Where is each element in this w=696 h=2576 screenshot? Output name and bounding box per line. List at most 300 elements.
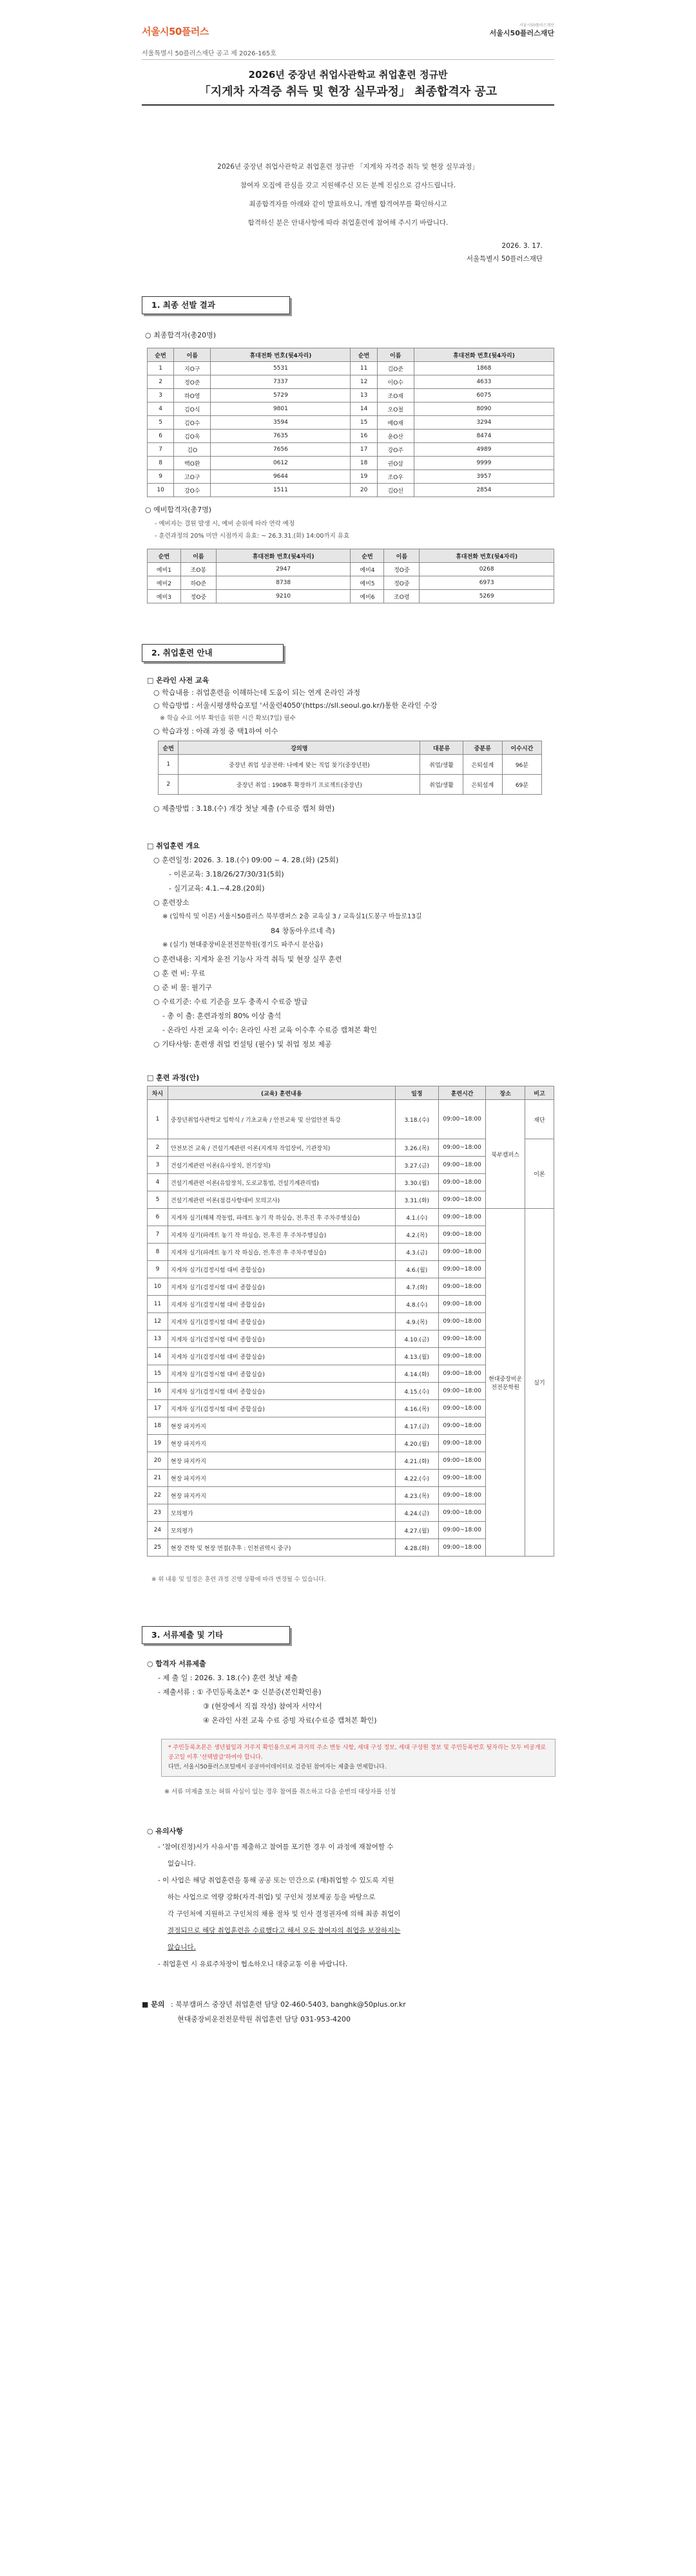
table-header: 이름: [180, 549, 216, 563]
table-cell: 조O봉: [180, 563, 216, 576]
table-header: 순번: [351, 348, 377, 362]
overview-line: ○ 기타사항: 훈련생 취업 컨설팅 (필수) 및 취업 정보 제공: [153, 1040, 332, 1048]
contact-label: ■ 문의: [142, 2000, 165, 2009]
table-cell: 16: [351, 430, 377, 443]
table-cell: 25: [148, 1539, 168, 1557]
table-cell: 중장년취업사관학교 입학식 / 기초교육 / 안전교육 및 산업안전 특강: [168, 1100, 395, 1139]
table-cell: 현장 파지카지: [168, 1417, 395, 1435]
table-cell: 지O구: [174, 362, 211, 375]
table-cell: 3.27.(금): [395, 1157, 438, 1174]
table-cell: 1511: [211, 484, 351, 497]
table-cell: 09:00~18:00: [438, 1522, 486, 1539]
table-cell: 5531: [211, 362, 351, 375]
table-cell: 지게차 실기(검정시험 대비 종합실습): [168, 1348, 395, 1365]
table-cell: 4: [148, 402, 174, 416]
table-cell: 2: [148, 1139, 168, 1157]
table-cell: 1: [148, 362, 174, 375]
issuer: 서울특별시 50플러스재단: [466, 255, 543, 263]
table-header: 대분류: [420, 741, 463, 755]
table-cell: 2: [148, 375, 174, 389]
online-submit-line: ○ 제출방법 : 3.18.(수) 개강 첫날 제출 (수료증 캡처 화면): [153, 804, 335, 813]
table-cell: 김O준: [377, 362, 414, 375]
table-row: [148, 416, 554, 430]
table-cell: 09:00~18:00: [438, 1261, 486, 1278]
table-cell: 09:00~18:00: [438, 1191, 486, 1209]
table-cell: 지게차 실기(검정시험 대비 종합실습): [168, 1296, 395, 1313]
table-cell: 09:00~18:00: [438, 1400, 486, 1417]
reserve-label: ○ 예비합격자(총7명): [145, 506, 212, 514]
table-header: 휴대전화 번호(뒷4자리): [414, 348, 554, 362]
brand-logo[interactable]: [142, 24, 209, 38]
foundation-logo-small: 서울시50플러스재단: [519, 23, 554, 28]
table-cell: 4.13.(월): [395, 1348, 438, 1365]
table-cell: 09:00~18:00: [438, 1313, 486, 1331]
table-cell: 5: [148, 1191, 168, 1209]
table-cell: 은퇴설계: [463, 775, 502, 795]
table-cell: 3: [148, 1157, 168, 1174]
intro-text: [142, 158, 554, 232]
table-cell: 9801: [211, 402, 351, 416]
table-cell: 16: [148, 1383, 168, 1400]
table-cell: 예비4: [351, 563, 384, 576]
caution-line: 없습니다.: [168, 1860, 196, 1868]
table-row: [159, 775, 542, 795]
table-cell: 12: [148, 1313, 168, 1331]
table-cell: 9: [148, 1261, 168, 1278]
table-cell: 7635: [211, 430, 351, 443]
foundation-logo[interactable]: [490, 22, 554, 38]
online-line: ※ 학습 수료 여부 확인을 위한 시간 확보(7일) 필수: [160, 715, 296, 722]
issue-date: 2026. 3. 17.: [501, 242, 543, 250]
table-cell: 김O수: [174, 416, 211, 430]
caution-line: 않습니다.: [168, 1944, 196, 1951]
table-cell: 4.20.(월): [395, 1435, 438, 1452]
intro-line: 합격하신 분은 안내사항에 따라 취업훈련에 참여해 주시기 바랍니다.: [247, 219, 449, 227]
table-cell: 09:00~18:00: [438, 1470, 486, 1487]
table-cell: 0612: [211, 457, 351, 470]
section-2-heading: 2. 취업훈련 안내: [142, 644, 284, 662]
table-row: [148, 1209, 554, 1226]
table-header: 순번: [148, 348, 174, 362]
table-cell: 4.24.(금): [395, 1504, 438, 1522]
table-cell: 4.7.(화): [395, 1278, 438, 1296]
final-label: ○ 최종합격자(총20명): [145, 331, 217, 339]
table-row: [148, 470, 554, 484]
table-cell: 4633: [414, 375, 554, 389]
table-cell: 중장년 취업 성공전략: 나에게 맞는 직업 찾기(중장년편): [179, 755, 420, 775]
foundation-logo-text: 서울시50플러스재단: [489, 29, 554, 37]
table-cell: 2854: [414, 484, 554, 497]
table-row: [148, 402, 554, 416]
table-row: [148, 389, 554, 402]
table-header: 순번: [159, 741, 179, 755]
table-cell: 9999: [414, 457, 554, 470]
online-line: ○ 학습방법 : 서울시평생학습포털 '서울런4050'(https://sll.seoul.go.kr/)통한 온라인 수강: [153, 701, 438, 710]
table-cell: 8474: [414, 430, 554, 443]
table-cell: 69분: [502, 775, 541, 795]
table-cell: 8: [148, 457, 174, 470]
submit-warning: ※ 서류 미제출 또는 허위 사실이 있는 경우 참여를 취소하고 다음 순번의 대상자를 선정: [164, 1788, 396, 1795]
table-cell: 현장 파지카지: [168, 1452, 395, 1470]
table-cell: 예비6: [351, 590, 384, 603]
table-cell: 09:00~18:00: [438, 1226, 486, 1244]
document-number: 서울특별시 50플러스재단 공고 제 2026-165호: [142, 50, 276, 57]
overview-line: - 총 이 출: 훈련과정의 80% 이상 출석: [162, 1012, 282, 1020]
table-cell: 8738: [216, 576, 351, 590]
table-header: 순번: [351, 549, 384, 563]
table-header: 강의명: [179, 741, 420, 755]
place-cell: 북부캠퍼스: [486, 1100, 525, 1209]
table-cell: 13: [351, 389, 377, 402]
table-cell: 4989: [414, 443, 554, 457]
overview-line: ○ 수료기준: 수료 기준을 모두 충족시 수료증 발급: [153, 998, 308, 1006]
online-title: □ 온라인 사전 교육: [147, 676, 209, 685]
table-cell: 취업/생활: [420, 775, 463, 795]
caution-line: - 취업훈련 시 유료주차장이 협소하오니 대중교통 이용 바랍니다.: [158, 1960, 348, 1968]
table-cell: 중장년 취업 : 1908후 확장하기 프로젝트(중장년): [179, 775, 420, 795]
table-cell: 10: [148, 1278, 168, 1296]
table-cell: 13: [148, 1331, 168, 1348]
table-cell: 7337: [211, 375, 351, 389]
table-cell: 건설기계관련 이론(유사장치, 전기장치): [168, 1157, 395, 1174]
table-cell: 20: [351, 484, 377, 497]
table-header: 중분류: [463, 741, 502, 755]
table-cell: 예비5: [351, 576, 384, 590]
section-1-heading: 1. 최종 선발 결과: [142, 296, 290, 314]
table-cell: 김O: [174, 443, 211, 457]
note-cell: 이론: [525, 1139, 554, 1209]
online-line: ○ 학습과정 : 아래 과정 중 택1하여 이수: [153, 727, 278, 735]
table-cell: 배O재: [377, 416, 414, 430]
table-cell: 1: [159, 755, 179, 775]
table-cell: 김O욱: [174, 430, 211, 443]
table-cell: 조O우: [377, 470, 414, 484]
brand-logo-text: 서울시50플러스: [142, 26, 209, 37]
caution-line: - 이 사업은 해당 취업훈련을 통해 공공 또는 민간으로 (재)취업할 수 있도록 지원: [158, 1877, 394, 1884]
table-cell: 강O수: [174, 484, 211, 497]
table-cell: 3.26.(목): [395, 1139, 438, 1157]
reserve-table: [147, 549, 554, 603]
table-cell: 지게차 실기(검정시험 대비 종합실습): [168, 1400, 395, 1417]
table-cell: 오O철: [377, 402, 414, 416]
table-cell: 권O삼: [377, 457, 414, 470]
table-cell: 20: [148, 1452, 168, 1470]
table-cell: 취업/생활: [420, 755, 463, 775]
table-cell: 4.8.(수): [395, 1296, 438, 1313]
overview-line: - 이론교육: 3.18/26/27/30/31(5회): [169, 870, 284, 878]
schedule-table: [147, 1086, 554, 1557]
table-cell: 6: [148, 430, 174, 443]
table-cell: 17: [351, 443, 377, 457]
title-divider: [142, 104, 554, 106]
table-cell: 4.2.(목): [395, 1226, 438, 1244]
table-cell: 모의평가: [168, 1522, 395, 1539]
table-row: [148, 457, 554, 470]
table-cell: 21: [148, 1470, 168, 1487]
table-cell: 0268: [420, 563, 554, 576]
contact-line: 현대중장비운전전문학원 취업훈련 담당 031-953-4200: [177, 2015, 351, 2023]
overview-line: - 온라인 사전 교육 이수: 온라인 사전 교육 이수후 수료증 캡쳐본 확인: [162, 1026, 378, 1034]
table-cell: 지게차 실기(검정시험 대비 종합실습): [168, 1331, 395, 1348]
table-cell: 현장 파지카지: [168, 1435, 395, 1452]
table-cell: 4.22.(수): [395, 1470, 438, 1487]
table-cell: 3.31.(화): [395, 1191, 438, 1209]
table-header: 휴대전화 번호(뒷4자리): [211, 348, 351, 362]
table-cell: 11: [351, 362, 377, 375]
overview-line: ○ 훈련내용: 지게차 운전 기능사 자격 취득 및 현장 실무 훈련: [153, 955, 342, 963]
table-cell: 09:00~18:00: [438, 1278, 486, 1296]
document-note: * 주민등록초본은 생년월일과 거주지 확인용으로써 과거의 주소 변동 사항, 세대 구성 정보, 세대 구성원 정보 및 주민등록번호 뒷자리는 모두 비공개로 공고일 이후 '선택발급'하여야 합니다.: [168, 1745, 546, 1761]
note-cell: 재단: [525, 1100, 554, 1139]
note-cell: 실기: [525, 1209, 554, 1557]
table-cell: 지게차 실기(검정시험 대비 종합실습): [168, 1365, 395, 1383]
table-cell: 건설기계관련 이론(점검사항대비 모의고사): [168, 1191, 395, 1209]
submit-line: - 제출서류 : ① 주민등록초본* ② 신분증(본인확인용): [158, 1688, 322, 1696]
table-cell: 3594: [211, 416, 351, 430]
online-course-table: [158, 741, 542, 795]
table-cell: 7656: [211, 443, 351, 457]
table-cell: 4.9.(목): [395, 1313, 438, 1331]
contact-line: : 북부캠퍼스 중장년 취업훈련 담당 02-460-5403, banghk@50plus.or.kr: [171, 2000, 406, 2009]
table-header: 차시: [148, 1086, 168, 1100]
table-cell: 6: [148, 1209, 168, 1226]
table-cell: 강O주: [377, 443, 414, 457]
table-cell: 2947: [216, 563, 351, 576]
table-cell: 하O준: [180, 576, 216, 590]
table-cell: 6973: [420, 576, 554, 590]
table-cell: 5: [148, 416, 174, 430]
caution-line: 결정되므로 해당 취업훈련을 수료했다고 해서 모든 참여자의 취업을 보장하지는: [168, 1927, 401, 1935]
table-cell: 고O구: [174, 470, 211, 484]
table-cell: 4.23.(목): [395, 1487, 438, 1504]
table-cell: 정O중: [180, 590, 216, 603]
final-table: [147, 348, 554, 497]
table-cell: 14: [148, 1348, 168, 1365]
table-cell: 4.6.(월): [395, 1261, 438, 1278]
table-cell: 지게차 실기(검정시험 대비 종합실습): [168, 1383, 395, 1400]
table-cell: 09:00~18:00: [438, 1157, 486, 1174]
table-cell: 24: [148, 1522, 168, 1539]
table-cell: 10: [148, 484, 174, 497]
submit-line: - 제 출 일 : 2026. 3. 18.(수) 훈련 첫날 제출: [158, 1674, 298, 1682]
table-header: 휴대전화 번호(뒷4자리): [216, 549, 351, 563]
table-cell: 9: [148, 470, 174, 484]
table-cell: 4.10.(금): [395, 1331, 438, 1348]
table-cell: 4.15.(수): [395, 1383, 438, 1400]
table-header: 훈련시간: [438, 1086, 486, 1100]
table-cell: 09:00~18:00: [438, 1139, 486, 1157]
table-row: [148, 590, 554, 603]
table-cell: 정O중: [384, 563, 420, 576]
table-row: [148, 362, 554, 375]
table-cell: 건설기계관련 이론(유압장치, 도로교통법, 건설기계관리법): [168, 1174, 395, 1191]
table-cell: 지게차 실기(검정시험 대비 종합실습): [168, 1313, 395, 1331]
table-row: [148, 375, 554, 389]
reserve-note: - 예비자는 결원 발생 시, 예비 순위에 따라 연락 예정: [155, 520, 295, 527]
table-cell: 3: [148, 389, 174, 402]
table-cell: 8090: [414, 402, 554, 416]
table-cell: 4.21.(화): [395, 1452, 438, 1470]
page-title-line2: 「지게차 자격증 취득 및 현장 실무과정」 최종합격자 공고: [198, 85, 498, 99]
overview-line: ※ (실기) 현대중장비운전전문학원(경기도 파주시 문산읍): [162, 942, 324, 949]
table-cell: 지게차 실기(해체 작동법, 파레트 놓기 작 하실습, 전.후진 후 주차주행실습): [168, 1209, 395, 1226]
table-header: 이름: [377, 348, 414, 362]
intro-line: 참여자 모집에 관심을 갖고 지원해주신 모든 분께 진심으로 감사드립니다.: [240, 182, 456, 189]
caution-line: 각 구인처에 지원하고 구인처의 채용 절차 및 인사 결정권자에 의해 최종 취업이: [168, 1910, 401, 1918]
table-cell: 김O선: [377, 484, 414, 497]
overview-line: ※ (입학식 및 이론) 서울시50플러스 북부캠퍼스 2층 교육실 3 / 교육실1(도봉구 마들로13길: [162, 913, 422, 920]
intro-line: 최종합격자를 아래와 같이 발표하오니, 개별 합격여부를 확인하시고: [249, 200, 447, 208]
table-cell: 09:00~18:00: [438, 1365, 486, 1383]
caution-title: ○ 유의사항: [147, 1827, 183, 1835]
caution-line: 하는 사업으로 역량 강화(자격·취업) 및 구인처 정보제공 등을 바탕으로: [168, 1893, 376, 1901]
table-cell: 5729: [211, 389, 351, 402]
table-cell: 09:00~18:00: [438, 1487, 486, 1504]
table-cell: 23: [148, 1504, 168, 1522]
table-cell: 1868: [414, 362, 554, 375]
table-cell: 4.16.(목): [395, 1400, 438, 1417]
table-cell: 17: [148, 1400, 168, 1417]
place-cell: 현대중장비운전전문학원: [486, 1209, 525, 1557]
table-cell: 9644: [211, 470, 351, 484]
table-cell: 현장 파지카지: [168, 1487, 395, 1504]
table-cell: 백O환: [174, 457, 211, 470]
table-cell: 3957: [414, 470, 554, 484]
overview-line: ○ 훈련일정: 2026. 3. 18.(수) 09:00 ~ 4. 28.(화) (25회): [153, 856, 339, 864]
schedule-title: □ 훈련 과정(안): [147, 1074, 200, 1082]
table-cell: 8: [148, 1244, 168, 1261]
submit-title: ○ 합격자 서류제출: [147, 1660, 206, 1668]
table-header: 이름: [384, 549, 420, 563]
submit-line: ③ (현장에서 직접 작성) 참여자 서약서: [203, 1702, 322, 1710]
table-header: 비고: [525, 1086, 554, 1100]
table-cell: 정O중: [384, 576, 420, 590]
caution-line: - '참여(진정)서가 사유서'를 제출하고 참여를 포기한 경우 이 과정에 재참여할 수: [158, 1843, 394, 1851]
page-title-line1: 2026년 중장년 취업사관학교 취업훈련 정규반: [248, 69, 448, 80]
overview-line: ○ 훈련장소: [153, 898, 189, 907]
table-cell: 4.27.(월): [395, 1522, 438, 1539]
table-cell: 이O수: [377, 375, 414, 389]
online-line: ○ 학습내용 : 취업훈련을 이해하는데 도움이 되는 연계 온라인 과정: [153, 688, 361, 697]
table-row: [159, 755, 542, 775]
table-cell: 19: [148, 1435, 168, 1452]
table-row: [148, 1100, 554, 1139]
document-note-box: [161, 1739, 556, 1777]
table-cell: 12: [351, 375, 377, 389]
table-cell: 09:00~18:00: [438, 1244, 486, 1261]
schedule-footnote: ※ 위 내용 및 일정은 훈련 과정 진행 상황에 따라 변경될 수 있습니다.: [151, 1577, 326, 1583]
table-header: 휴대전화 번호(뒷4자리): [420, 549, 554, 563]
table-row: [148, 443, 554, 457]
table-header: 장소: [486, 1086, 525, 1100]
table-cell: 7: [148, 443, 174, 457]
table-cell: 안전보건 교육 / 건설기계관련 이론(지게차 작업장비, 기관장치): [168, 1139, 395, 1157]
table-cell: 96분: [502, 755, 541, 775]
table-cell: 정O준: [174, 375, 211, 389]
table-cell: 지게차 실기(검정시험 대비 종합실습): [168, 1278, 395, 1296]
table-cell: 4: [148, 1174, 168, 1191]
divider: [142, 59, 554, 60]
table-cell: 09:00~18:00: [438, 1417, 486, 1435]
table-cell: 조O령: [384, 590, 420, 603]
table-cell: 11: [148, 1296, 168, 1313]
table-cell: 예비3: [148, 590, 181, 603]
table-cell: 예비1: [148, 563, 181, 576]
table-cell: 9210: [216, 590, 351, 603]
reserve-note: - 훈련과정의 20% 미만 시점까지 유효: ~ 26.3.31.(화) 14:00까지 유효: [155, 533, 350, 540]
table-cell: 모의평가: [168, 1504, 395, 1522]
section-3-heading: 3. 서류제출 및 기타: [142, 1626, 290, 1644]
table-cell: 1: [148, 1100, 168, 1139]
table-cell: 3.18.(수): [395, 1100, 438, 1139]
table-row: [148, 563, 554, 576]
header-bar: [142, 22, 554, 48]
table-cell: 3294: [414, 416, 554, 430]
issue-date-block: [467, 240, 543, 265]
table-cell: 09:00~18:00: [438, 1452, 486, 1470]
table-cell: 18: [148, 1417, 168, 1435]
table-cell: 09:00~18:00: [438, 1383, 486, 1400]
table-cell: 5269: [420, 590, 554, 603]
table-cell: 09:00~18:00: [438, 1348, 486, 1365]
table-cell: 09:00~18:00: [438, 1331, 486, 1348]
overview-line: ○ 훈 련 비: 무료: [153, 969, 206, 978]
overview-line: ○ 준 비 물: 필기구: [153, 983, 213, 992]
table-header: 순번: [148, 549, 181, 563]
table-cell: 은퇴설계: [463, 755, 502, 775]
table-cell: 09:00~18:00: [438, 1504, 486, 1522]
table-header: 이름: [174, 348, 211, 362]
submit-line: ④ 온라인 사전 교육 수료 증빙 자료(수료증 캡쳐본 확인): [203, 1716, 377, 1725]
table-header: 일정: [395, 1086, 438, 1100]
overview-line: 84 창동아우르네 측): [271, 927, 335, 935]
table-cell: 22: [148, 1487, 168, 1504]
table-cell: 4.17.(금): [395, 1417, 438, 1435]
table-cell: 현장 파지카지: [168, 1470, 395, 1487]
table-cell: 지게차 실기(파레트 놓기 작 하실습, 전.후진 후 주차주행실습): [168, 1226, 395, 1244]
table-cell: 현장 견학 및 현장 면접(추후 : 인천권역시 중구): [168, 1539, 395, 1557]
table-cell: 09:00~18:00: [438, 1209, 486, 1226]
table-cell: 조O재: [377, 389, 414, 402]
table-cell: 4.28.(화): [395, 1539, 438, 1557]
table-cell: 19: [351, 470, 377, 484]
table-cell: 윤O산: [377, 430, 414, 443]
table-cell: 14: [351, 402, 377, 416]
table-row: [148, 576, 554, 590]
table-cell: 김O식: [174, 402, 211, 416]
table-cell: 2: [159, 775, 179, 795]
table-header: 이수시간: [502, 741, 541, 755]
table-cell: 하O영: [174, 389, 211, 402]
table-cell: 4.3.(금): [395, 1244, 438, 1261]
table-cell: 09:00~18:00: [438, 1100, 486, 1139]
table-row: [148, 430, 554, 443]
table-cell: 6075: [414, 389, 554, 402]
table-cell: 4.1.(수): [395, 1209, 438, 1226]
table-cell: 4.14.(화): [395, 1365, 438, 1383]
table-cell: 15: [351, 416, 377, 430]
table-row: [148, 484, 554, 497]
table-cell: 15: [148, 1365, 168, 1383]
table-cell: 7: [148, 1226, 168, 1244]
table-cell: 09:00~18:00: [438, 1174, 486, 1191]
overview-line: - 실기교육: 4.1.~4.28.(20회): [169, 884, 265, 893]
intro-line: 2026년 중장년 취업사관학교 취업훈련 정규반 「지게차 자격증 취득 및 현장 실무과정」: [217, 163, 479, 171]
table-cell: 09:00~18:00: [438, 1296, 486, 1313]
table-header: (교육) 훈련내용: [168, 1086, 395, 1100]
table-cell: 3.30.(월): [395, 1174, 438, 1191]
table-cell: 09:00~18:00: [438, 1435, 486, 1452]
